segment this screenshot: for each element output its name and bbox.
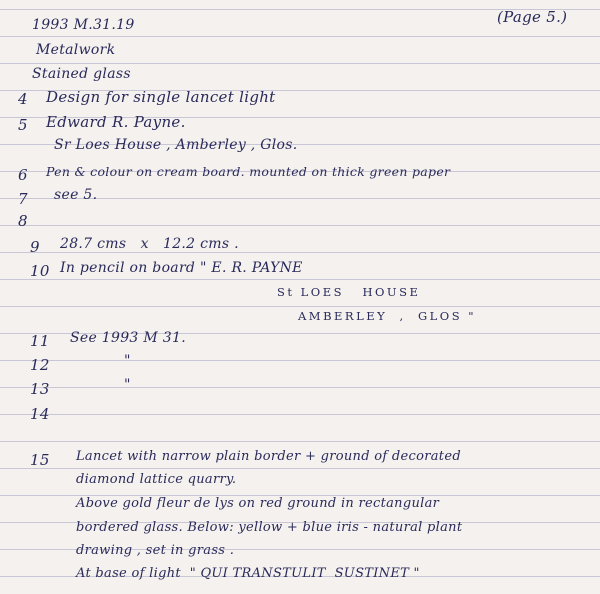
entry-text: See 1993 M 31.: [70, 330, 186, 346]
page-reference: (Page 5.): [497, 8, 568, 26]
accession-number: 1993 M.31.19: [32, 17, 135, 33]
entry-number: 8: [18, 212, 28, 230]
entry-number: 15: [30, 451, 50, 469]
material-label: Stained glass: [32, 66, 131, 82]
entry-number: 11: [30, 332, 50, 350]
entry-text: Above gold fleur de lys on red ground in rectangular: [76, 496, 440, 511]
entry-text: At base of light " QUI TRANSTULIT SUSTINET ": [76, 566, 420, 581]
entry-text: Edward R. Payne.: [46, 113, 186, 131]
entry-number: 4: [18, 90, 28, 108]
entry-text: Pen & colour on cream board. mounted on thick green paper: [46, 164, 451, 179]
entry-number: 5: [18, 116, 28, 134]
entry-number: 6: [18, 166, 28, 184]
entry-number: 13: [30, 380, 50, 398]
entry-text: bordered glass. Below: yellow + blue iris - natural plant: [76, 520, 463, 535]
entry-number: 14: [30, 405, 50, 423]
entry-text: Lancet with narrow plain border + ground of decorated: [76, 449, 461, 464]
entry-text: diamond lattice quarry.: [76, 472, 237, 487]
category-label: Metalwork: [36, 42, 116, 58]
entry-number: 9: [30, 238, 40, 256]
entry-text: ": [124, 377, 131, 393]
entry-text: 28.7 cms x 12.2 cms .: [60, 236, 239, 252]
entry-text: Design for single lancet light: [46, 88, 276, 106]
entry-text: drawing , set in grass .: [76, 543, 235, 558]
entry-number: 10: [30, 262, 50, 280]
entry-text: St LOES HOUSE: [277, 285, 421, 299]
entry-number: 12: [30, 356, 50, 374]
entry-text: In pencil on board " E. R. PAYNE: [60, 260, 303, 276]
entry-text: AMBERLEY , GLOS ": [298, 309, 477, 323]
entry-number: 7: [18, 190, 28, 208]
entry-text: ": [124, 353, 131, 369]
entry-text: see 5.: [54, 187, 98, 203]
entry-text: Sr Loes House , Amberley , Glos.: [54, 137, 298, 153]
